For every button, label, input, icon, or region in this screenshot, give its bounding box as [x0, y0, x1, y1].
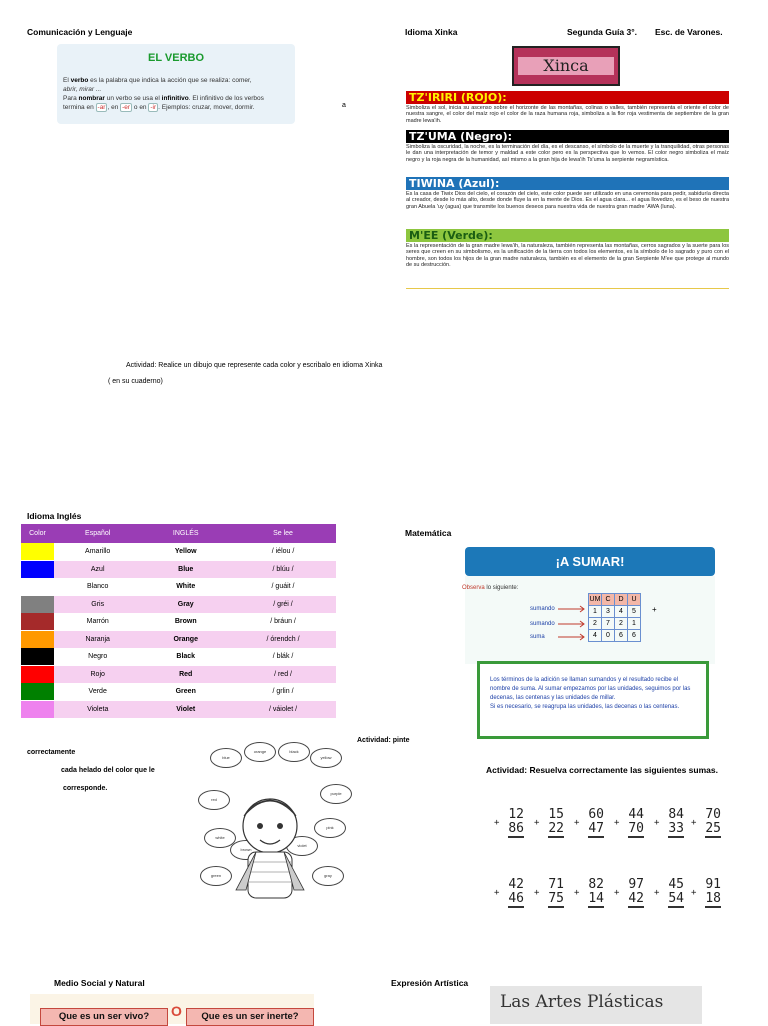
colors-table-header — [21, 524, 336, 543]
plus-sign: + — [534, 888, 540, 898]
plus-sign: + — [574, 888, 580, 898]
verbo-line1c: es la palabra que indica la acción que se realiza: comer, — [88, 77, 252, 84]
icecream-scoop: orange — [244, 742, 276, 762]
plus-sign: + — [654, 818, 660, 828]
icecream-scoop: green — [200, 866, 232, 886]
addition-problem — [654, 807, 684, 838]
actividad-pinte-b: correctamente — [27, 749, 76, 756]
actividad-pinte-d: corresponde. — [63, 785, 108, 792]
plus-sign: + — [534, 818, 540, 828]
icecream-scoop: yellow — [310, 748, 342, 768]
color-swatch — [21, 683, 54, 701]
grid-head-c: C — [602, 594, 615, 606]
spanish-cell: Violeta — [54, 701, 141, 719]
verbo-line1a: El — [63, 77, 71, 84]
color-swatch — [21, 666, 54, 684]
grid-cell: 7 — [602, 618, 615, 630]
addend-bottom-value: 47 — [588, 821, 604, 836]
table-row — [21, 596, 336, 614]
col-color: Color — [21, 524, 54, 543]
actividad-sumas: Actividad: Resuelva correctamente las siguientes sumas. — [486, 765, 718, 775]
section-title-expresion: Expresión Artística — [391, 978, 469, 988]
color-swatch — [21, 578, 54, 596]
english-cell: Yellow — [141, 543, 230, 561]
section-title-comunicacion: Comunicación y Lenguaje — [27, 27, 133, 37]
color-swatch — [21, 543, 54, 561]
suma-note-text — [490, 676, 700, 712]
spanish-cell: Amarillo — [54, 543, 141, 561]
spanish-cell: Verde — [54, 683, 141, 701]
tag-ar: -ar — [97, 104, 106, 111]
section-title-ingles: Idioma Inglés — [27, 511, 82, 521]
spanish-cell: Negro — [54, 648, 141, 666]
plus-sign: + — [614, 818, 620, 828]
addition-problem — [494, 877, 524, 908]
xinka-text-0: Simboliza el sol, inicia su ascenso sobre el horizonte de las montañas, colinas o valles, también representa el oriente el color de nuestra sangre, el color del maíz rojo el color de la raza humana roja, simboliza a la flor roja vestimenta de septiembre de la gran madre lewa'ih. — [406, 105, 729, 124]
english-cell: Brown — [141, 613, 230, 631]
suma-note — [477, 661, 709, 739]
circle-decoration: O — [171, 1003, 182, 1019]
spanish-cell: Rojo — [54, 666, 141, 684]
colors-table — [21, 524, 336, 718]
xinka-logo-text: Xinca — [518, 57, 614, 75]
addend-bottom-value: 70 — [628, 821, 644, 836]
xinka-text-3: Es la representación de la gran madre lewa'ih, la naturaleza, también representa las montañas, cerros sagrados y la suerte para los seres que creen en su simbolismo, es la unificación de la tierra con todos los elementos, es la símbolo de lo sagrado y puro con el hombre, son todos los hijos de la gran madre naturaleza, también es el elemento de la gran Serpiente M'ee que protege al mundo de su destrucción. — [406, 243, 729, 268]
addend-top: 60 — [588, 807, 604, 822]
grid-cell: 4 — [589, 630, 602, 642]
addend-bottom — [578, 892, 604, 908]
xinka-text-1: Simboliza la oscuridad, la noche, es la terminación del día, es el descanso, el símbolo de la muerte y la tranquilidad, otras personas le dan una interpretación de temor y maldad a este color pero es la perspectiva que lo vemos. El color negro simboliza el maíz negro y la roja negra de la humanidad, así mismo a la gran hija de lewa'ih Ts'uma la serpiente negramística. — [406, 144, 729, 163]
addend-top: 84 — [668, 807, 684, 822]
verbo-card — [57, 44, 295, 124]
xinka-divider — [406, 288, 729, 289]
pronunciation-cell: / guáit / — [230, 578, 336, 596]
addition-problem — [494, 807, 524, 838]
col-espanol: Español — [54, 524, 141, 543]
addend-top: 97 — [628, 877, 644, 892]
pronunciation-cell: / gréi / — [230, 596, 336, 614]
guia-label: Segunda Guía 3°. — [567, 27, 637, 37]
verbo-line4d: . Ejemplos: cruzar, mover, dormir. — [158, 104, 255, 111]
addend-bottom — [695, 892, 721, 908]
grid-cell: 2 — [615, 618, 628, 630]
spanish-cell: Azul — [54, 561, 141, 579]
addend-bottom-value: 18 — [705, 891, 721, 906]
english-cell: Green — [141, 683, 230, 701]
color-swatch — [21, 631, 54, 649]
addend-bottom — [618, 822, 644, 838]
suma-note-main: Los términos de la adición se llaman sumandos y el resultado recibe el nombre de suma. Al sumar empezamos por las unidades, seguimos por las decenas, las centenas y las unidades de millar. — [490, 677, 691, 701]
verbo-line3c: un verbo se usa el — [104, 95, 162, 102]
plus-sign: + — [691, 888, 697, 898]
verbo-word-verbo: verbo — [70, 77, 89, 84]
plus-sign: + — [652, 605, 657, 614]
color-swatch — [21, 648, 54, 666]
ser-inerte-button[interactable]: Que es un ser inerte? — [186, 1008, 314, 1026]
addend-bottom-value: 25 — [705, 821, 721, 836]
escuela-label: Esc. de Varones. — [655, 27, 723, 37]
actividad-xinka-cuaderno: ( en su cuaderno) — [108, 378, 163, 385]
observa-rest: lo siguiente: — [484, 585, 519, 591]
pronunciation-cell: / órendch / — [230, 631, 336, 649]
icecream-scoop: purple — [320, 784, 352, 804]
verbo-line2: abrir, mirar ... — [63, 86, 102, 93]
place-value-grid — [588, 593, 641, 642]
xinka-title-3: M'EE (Verde): — [406, 229, 729, 242]
label-sumando-2: sumando — [530, 621, 555, 627]
english-cell: Blue — [141, 561, 230, 579]
pronunciation-cell: / red / — [230, 666, 336, 684]
icecream-scoop: black — [278, 742, 310, 762]
addition-problem — [534, 807, 564, 838]
xinka-logo — [512, 46, 620, 86]
addend-bottom-value: 75 — [548, 891, 564, 906]
grid-cell: 6 — [615, 630, 628, 642]
suma-arrows — [558, 604, 588, 644]
addend-top: 45 — [668, 877, 684, 892]
addend-top: 15 — [548, 807, 564, 822]
verbo-line3a: Para — [63, 95, 79, 102]
xinka-text-2: Es la casa de Tiwix Dios del cielo, el corazón del cielo, este color puede ser utilizado en una ceremonia para pedir, sabiduría directa al creador, desde lo más alto, desde donde fluye la en la mente de Dios. Es el agua clara... el agua llovedizo, es el beso de nuestra gran Abuela 'uy (agua) que transmite los buenos deseos para nuestra vida de nuestra gran madre 'AWA (luna). — [406, 191, 729, 210]
spanish-cell: Naranja — [54, 631, 141, 649]
plus-sign: + — [654, 888, 660, 898]
plus-sign: + — [574, 818, 580, 828]
grid-cell: 0 — [602, 630, 615, 642]
plus-sign: + — [494, 818, 500, 828]
label-sumando-1: sumando — [530, 606, 555, 612]
english-cell: Violet — [141, 701, 230, 719]
grid-cell: 3 — [602, 606, 615, 618]
stray-letter: a — [342, 102, 346, 109]
pronunciation-cell: / blúu / — [230, 561, 336, 579]
verbo-line3e: . El infinitivo de los verbos — [188, 95, 264, 102]
col-se-lee: Se lee — [230, 524, 336, 543]
spanish-cell: Marrón — [54, 613, 141, 631]
addend-bottom — [695, 822, 721, 838]
addend-bottom — [498, 892, 524, 908]
addition-problem — [574, 807, 604, 838]
addition-problem — [614, 807, 644, 838]
icecream-scoop: blue — [210, 748, 242, 768]
icecream-scoop: brown — [230, 840, 262, 860]
addend-top: 44 — [628, 807, 644, 822]
table-row — [21, 561, 336, 579]
grid-head-d: D — [615, 594, 628, 606]
verbo-line4b: , en — [107, 104, 121, 111]
verbo-line4a: termina en — [63, 104, 96, 111]
verbo-word-infinitivo: infinitivo — [161, 95, 189, 102]
tag-ir: -ir — [150, 104, 157, 111]
addend-bottom-value: 22 — [548, 821, 564, 836]
section-title-xinka: Idioma Xinka — [405, 27, 458, 37]
grid-head-um: UM — [589, 594, 602, 606]
pronunciation-cell: / blák / — [230, 648, 336, 666]
table-row — [21, 613, 336, 631]
english-cell: Orange — [141, 631, 230, 649]
pronunciation-cell: / grlin / — [230, 683, 336, 701]
tag-er: -er — [122, 104, 131, 111]
grid-cell: 6 — [628, 630, 641, 642]
grid-cell: 4 — [615, 606, 628, 618]
artes-banner: Las Artes Plásticas — [490, 986, 702, 1024]
verbo-text — [63, 76, 291, 112]
observa-word: Observa — [462, 585, 485, 591]
child-figure — [196, 740, 351, 910]
label-suma: suma — [530, 634, 545, 640]
grid-cell: 5 — [628, 606, 641, 618]
english-cell: Gray — [141, 596, 230, 614]
table-row — [21, 666, 336, 684]
addend-top: 70 — [705, 807, 721, 822]
addend-bottom — [538, 822, 564, 838]
plus-sign: + — [614, 888, 620, 898]
icecream-illustration — [196, 740, 351, 910]
pronunciation-cell: / váiolet / — [230, 701, 336, 719]
grid-cell: 1 — [628, 618, 641, 630]
addend-top: 71 — [548, 877, 564, 892]
addend-bottom-value: 14 — [588, 891, 604, 906]
addend-bottom — [538, 892, 564, 908]
grid-head-u: U — [628, 594, 641, 606]
color-swatch — [21, 596, 54, 614]
addend-bottom — [658, 892, 684, 908]
verbo-title: EL VERBO — [147, 52, 205, 64]
table-row — [21, 543, 336, 561]
plus-sign: + — [494, 888, 500, 898]
icecream-scoop: violet — [286, 836, 318, 856]
xinka-title-0: TZ'IRIRI (ROJO): — [406, 91, 729, 104]
addition-problem — [614, 877, 644, 908]
color-swatch — [21, 701, 54, 719]
section-title-medio: Medio Social y Natural — [54, 978, 145, 988]
addend-top: 82 — [588, 877, 604, 892]
icecream-scoop: pink — [314, 818, 346, 838]
verbo-line4c: o en — [132, 104, 149, 111]
table-row — [21, 631, 336, 649]
actividad-xinka: Actividad: Realice un dibujo que represente cada color y escribalo en idioma Xinka — [126, 362, 383, 369]
icecream-scoop: red — [198, 790, 230, 810]
plus-sign: + — [691, 818, 697, 828]
addend-top: 91 — [705, 877, 721, 892]
color-swatch — [21, 613, 54, 631]
addend-top: 42 — [508, 877, 524, 892]
addition-problem — [691, 877, 721, 908]
table-row — [21, 648, 336, 666]
table-row — [21, 683, 336, 701]
table-row — [21, 701, 336, 719]
addend-bottom — [658, 822, 684, 838]
suma-banner: ¡A SUMAR! — [465, 547, 715, 576]
grid-cell: 1 — [589, 606, 602, 618]
addition-problem — [654, 877, 684, 908]
addend-bottom — [618, 892, 644, 908]
xinka-title-1: TZ'UMA (Negro): — [406, 130, 729, 143]
addition-problem — [534, 877, 564, 908]
ser-vivo-button[interactable]: Que es un ser vivo? — [40, 1008, 168, 1026]
spanish-cell: Gris — [54, 596, 141, 614]
addend-bottom-value: 46 — [508, 891, 524, 906]
english-cell: Red — [141, 666, 230, 684]
addend-bottom — [498, 822, 524, 838]
addend-bottom-value: 33 — [668, 821, 684, 836]
icecream-scoop: gray — [312, 866, 344, 886]
addend-bottom-value: 54 — [668, 891, 684, 906]
grid-cell: 2 — [589, 618, 602, 630]
xinka-title-2: TIWINA (Azul): — [406, 177, 729, 190]
addend-bottom — [578, 822, 604, 838]
observa-label — [462, 585, 518, 591]
addend-top: 12 — [508, 807, 524, 822]
pronunciation-cell: / iélou / — [230, 543, 336, 561]
actividad-pinte: Actividad: pinte — [357, 737, 410, 744]
addend-bottom-value: 86 — [508, 821, 524, 836]
color-swatch — [21, 561, 54, 579]
pronunciation-cell: / bráun / — [230, 613, 336, 631]
table-row — [21, 578, 336, 596]
english-cell: White — [141, 578, 230, 596]
section-title-matematica: Matemática — [405, 528, 452, 538]
verbo-word-nombrar: nombrar — [78, 95, 105, 102]
actividad-pinte-c: cada helado del color que le — [61, 767, 155, 774]
addend-bottom-value: 42 — [628, 891, 644, 906]
icecream-scoop: white — [204, 828, 236, 848]
addition-problem — [691, 807, 721, 838]
addition-problem — [574, 877, 604, 908]
spanish-cell: Blanco — [54, 578, 141, 596]
english-cell: Black — [141, 648, 230, 666]
suma-note-secondary: Si es necesario, se reagrupa las unidades, las decenas o las centenas. — [490, 704, 680, 710]
col-ingles: INGLÉS — [141, 524, 230, 543]
